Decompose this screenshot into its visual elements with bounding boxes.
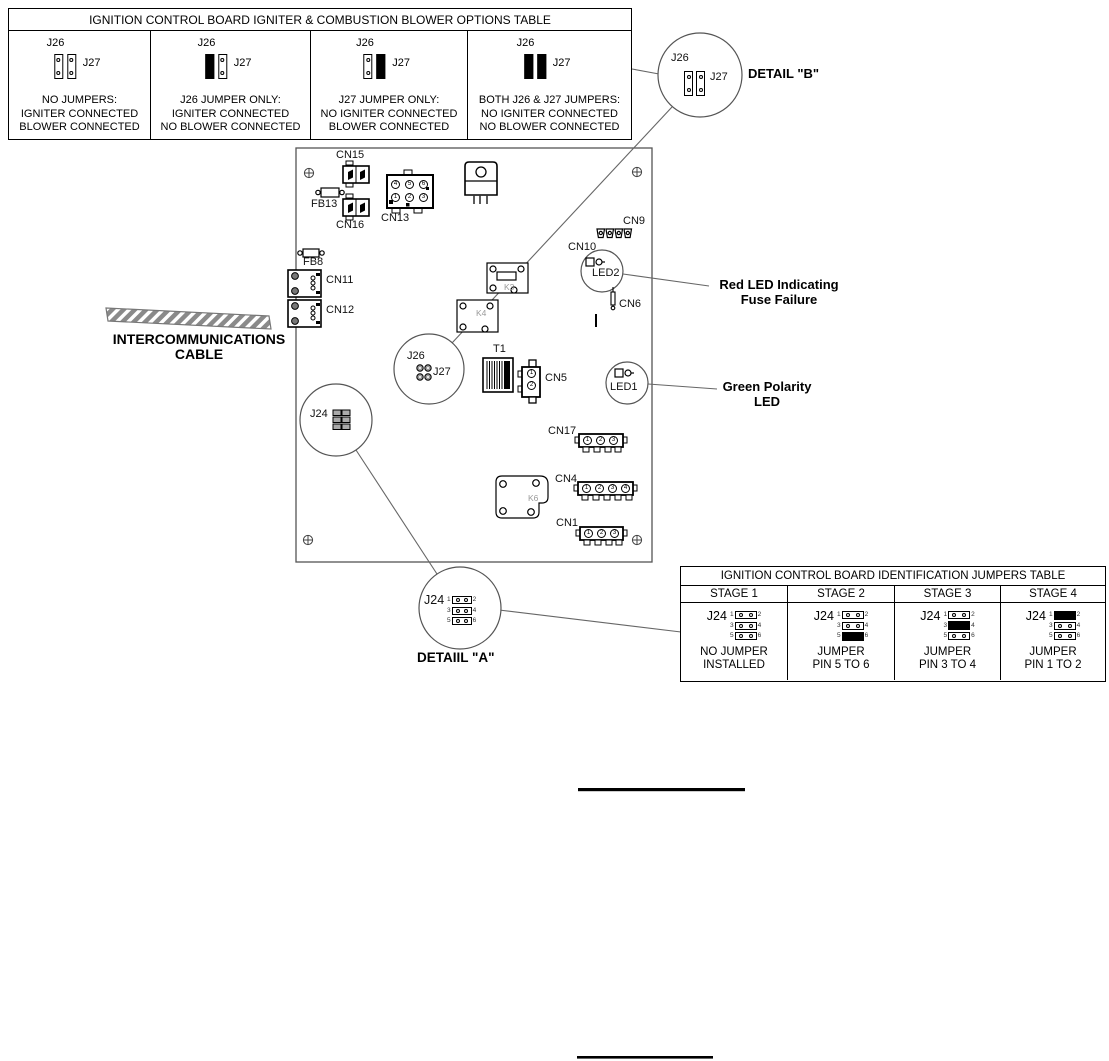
options-column-4: [468, 31, 631, 139]
identification-table-columns: [681, 586, 1105, 680]
j26-label: J26: [356, 37, 374, 49]
led2-label: LED2: [592, 267, 620, 279]
cn5-pin-2: 2: [527, 381, 536, 390]
cn1-pin-2: 2: [597, 529, 606, 538]
cn12-label: CN12: [326, 304, 355, 316]
fb8-label: FB8: [303, 256, 324, 268]
detail-a-jumper-row-5-6: [452, 617, 472, 625]
j26-label: J26: [516, 37, 535, 49]
j27-jumper: [537, 54, 546, 79]
cn17-pin-2: 2: [596, 436, 605, 445]
stage-1-row-1-2: [735, 611, 757, 619]
stage-4-row-1-2: [1054, 611, 1076, 620]
cn5-pin-1: 1: [527, 369, 536, 378]
green-led-annotation-line1: Green Polarity: [722, 379, 812, 394]
stage-3-header: STAGE 3: [895, 586, 1000, 603]
stage-3-row-3-4: [948, 621, 970, 630]
detail-a-jumper-row-3-4: [452, 607, 472, 615]
detail-b-j27-jumper: [696, 71, 705, 96]
cn11-connector: [288, 270, 321, 297]
led1-label: LED1: [610, 381, 638, 393]
cn6-label: CN6: [619, 298, 642, 310]
k3-label: K3: [504, 282, 515, 292]
stage-2-caption: JUMPER PIN 5 TO 6: [812, 645, 870, 671]
options-table-title: IGNITION CONTROL BOARD IGNITER & COMBUSTION BLOWER OPTIONS TABLE: [9, 9, 631, 31]
j26-jumper: [363, 54, 372, 79]
stage-3-caption: JUMPER PIN 3 TO 4: [918, 645, 977, 671]
cn13-pin-5: 5: [405, 180, 414, 189]
red-led-annotation-line2: Fuse Failure: [740, 292, 818, 307]
cn12-connector: [288, 300, 321, 327]
option-caption: J27 JUMPER ONLY: NO IGNITER CONNECTED BLOWER CONNECTED: [320, 94, 458, 133]
stage-1-header: STAGE 1: [681, 586, 787, 603]
j27-jumper: [218, 54, 227, 79]
cn13-label: CN13: [381, 212, 410, 224]
cn4-pin-3: 3: [608, 484, 617, 493]
stage-2-row-3-4: [842, 622, 864, 630]
j27-label: J27: [552, 57, 571, 69]
stage-4-column: STAGE 4 J24 1 2 3 4 5 6 JUMPER PIN 1 TO 2: [1001, 586, 1105, 680]
cn15-label: CN15: [336, 149, 365, 161]
bottom-rule-lines: [577, 788, 745, 1059]
cn4-pin-2: 2: [595, 484, 604, 493]
cn17-pin-1: 1: [583, 436, 592, 445]
cn13-pin-3: 3: [419, 193, 428, 202]
detail-a-jumper-row-1-2: [452, 596, 472, 604]
red-led-annotation-line1: Red LED Indicating: [719, 277, 839, 292]
cn9-label: CN9: [623, 215, 646, 227]
intercommunications-cable-label-line1: INTERCOMMUNICATIONS: [112, 331, 286, 347]
stage-2-j24-label: J24: [813, 609, 834, 623]
t1-label: T1: [493, 343, 506, 355]
board-j26-label: J26: [407, 350, 425, 362]
stage-2-header: STAGE 2: [788, 586, 894, 603]
cn1-label: CN1: [556, 517, 579, 529]
j27-label: J27: [392, 57, 411, 69]
option-caption: BOTH J26 & J27 JUMPERS: NO IGNITER CONNECTED NO BLOWER CONNECTED: [478, 94, 621, 133]
j27-jumper: [67, 54, 76, 79]
cn16-label: CN16: [336, 219, 365, 231]
cn13-pin-1: 1: [391, 193, 400, 202]
stage-4-j24-label: J24: [1025, 609, 1046, 623]
stage-1-column: STAGE 1 J24 1 2 3 4 5 6 NO JUMPER INSTALLED: [681, 586, 788, 680]
j27-label: J27: [82, 57, 101, 69]
cn13-connector: [387, 170, 433, 213]
j26-label: J26: [197, 37, 216, 49]
stage-4-row-5-6: [1054, 632, 1076, 640]
option-caption: J26 JUMPER ONLY: IGNITER CONNECTED NO BLOWER CONNECTED: [160, 94, 301, 133]
intercommunications-cable: [106, 308, 271, 329]
t1-transformer: [483, 358, 513, 392]
cn17-label: CN17: [548, 425, 577, 437]
cn1-pin-1: 1: [584, 529, 593, 538]
identification-table-title: IGNITION CONTROL BOARD IDENTIFICATION JUMPERS TABLE: [681, 567, 1105, 586]
j27-jumper: [376, 54, 385, 79]
option-caption: NO JUMPERS: IGNITER CONNECTED BLOWER CONNECTED: [19, 94, 140, 133]
cn11-label: CN11: [326, 274, 354, 286]
k4-label: K4: [476, 308, 487, 318]
stage-1-j24-label: J24: [706, 609, 727, 623]
detail-a-j24-label: J24: [424, 593, 445, 607]
j26-jumper: [205, 54, 214, 79]
stage-1-row-5-6: [735, 632, 757, 640]
igniter-blower-options-table: [8, 8, 632, 140]
stage-2-row-1-2: [842, 611, 864, 619]
detail-a-jumper-diagram: 1 2 3 4 5 6: [447, 596, 477, 625]
cn10-label: CN10: [568, 241, 597, 253]
board-j24-block: [333, 410, 350, 430]
cn13-pin-6: 6: [419, 180, 428, 189]
stage-3-row-1-2: [948, 611, 970, 619]
cn13-pin-4: 4: [391, 180, 400, 189]
stage-1-row-3-4: [735, 622, 757, 630]
j26-jumper: [54, 54, 63, 79]
cn17-pin-3: 3: [609, 436, 618, 445]
cn5-label: CN5: [545, 372, 568, 384]
cn4-label: CN4: [555, 473, 578, 485]
detail-b-j26-label: J26: [671, 52, 689, 64]
green-led-annotation-line2: LED: [754, 394, 780, 409]
detail-a-title: DETAIIL "A": [417, 650, 495, 665]
stage-3-row-5-6: [948, 632, 970, 640]
fb13-label: FB13: [311, 198, 338, 210]
j26-label: J26: [46, 37, 65, 49]
options-table-columns: [9, 31, 631, 139]
detail-b-j27-label: J27: [710, 71, 728, 83]
stage-2-column: STAGE 2 J24 1 2 3 4 5 6 JUMPER PIN 5 TO 6: [788, 586, 895, 680]
k6-label: K6: [528, 493, 539, 503]
board-j27-label: J27: [433, 366, 451, 378]
cn4-pin-1: 1: [582, 484, 591, 493]
identification-jumpers-table: [680, 566, 1106, 682]
cn1-pin-3: 3: [610, 529, 619, 538]
cn4-pin-4: 4: [621, 484, 630, 493]
stage-4-header: STAGE 4: [1001, 586, 1105, 603]
board-j24-label: J24: [310, 408, 328, 420]
j27-label: J27: [233, 57, 252, 69]
stage-1-caption: NO JUMPER INSTALLED: [700, 645, 768, 671]
stage-4-caption: JUMPER PIN 1 TO 2: [1024, 645, 1082, 671]
detail-b-j26-jumper: [684, 71, 693, 96]
intercommunications-cable-label-line2: CABLE: [174, 346, 224, 362]
cn13-pin-2: 2: [405, 193, 414, 202]
stage-2-row-5-6: [842, 632, 864, 641]
stage-3-j24-label: J24: [920, 609, 941, 623]
detail-b-title: DETAIL "B": [748, 66, 820, 81]
j26-jumper: [524, 54, 533, 79]
stage-4-row-3-4: [1054, 622, 1076, 630]
stage-3-column: STAGE 3 J24 1 2 3 4 5 6 JUMPER PIN 3 TO 4: [895, 586, 1001, 680]
